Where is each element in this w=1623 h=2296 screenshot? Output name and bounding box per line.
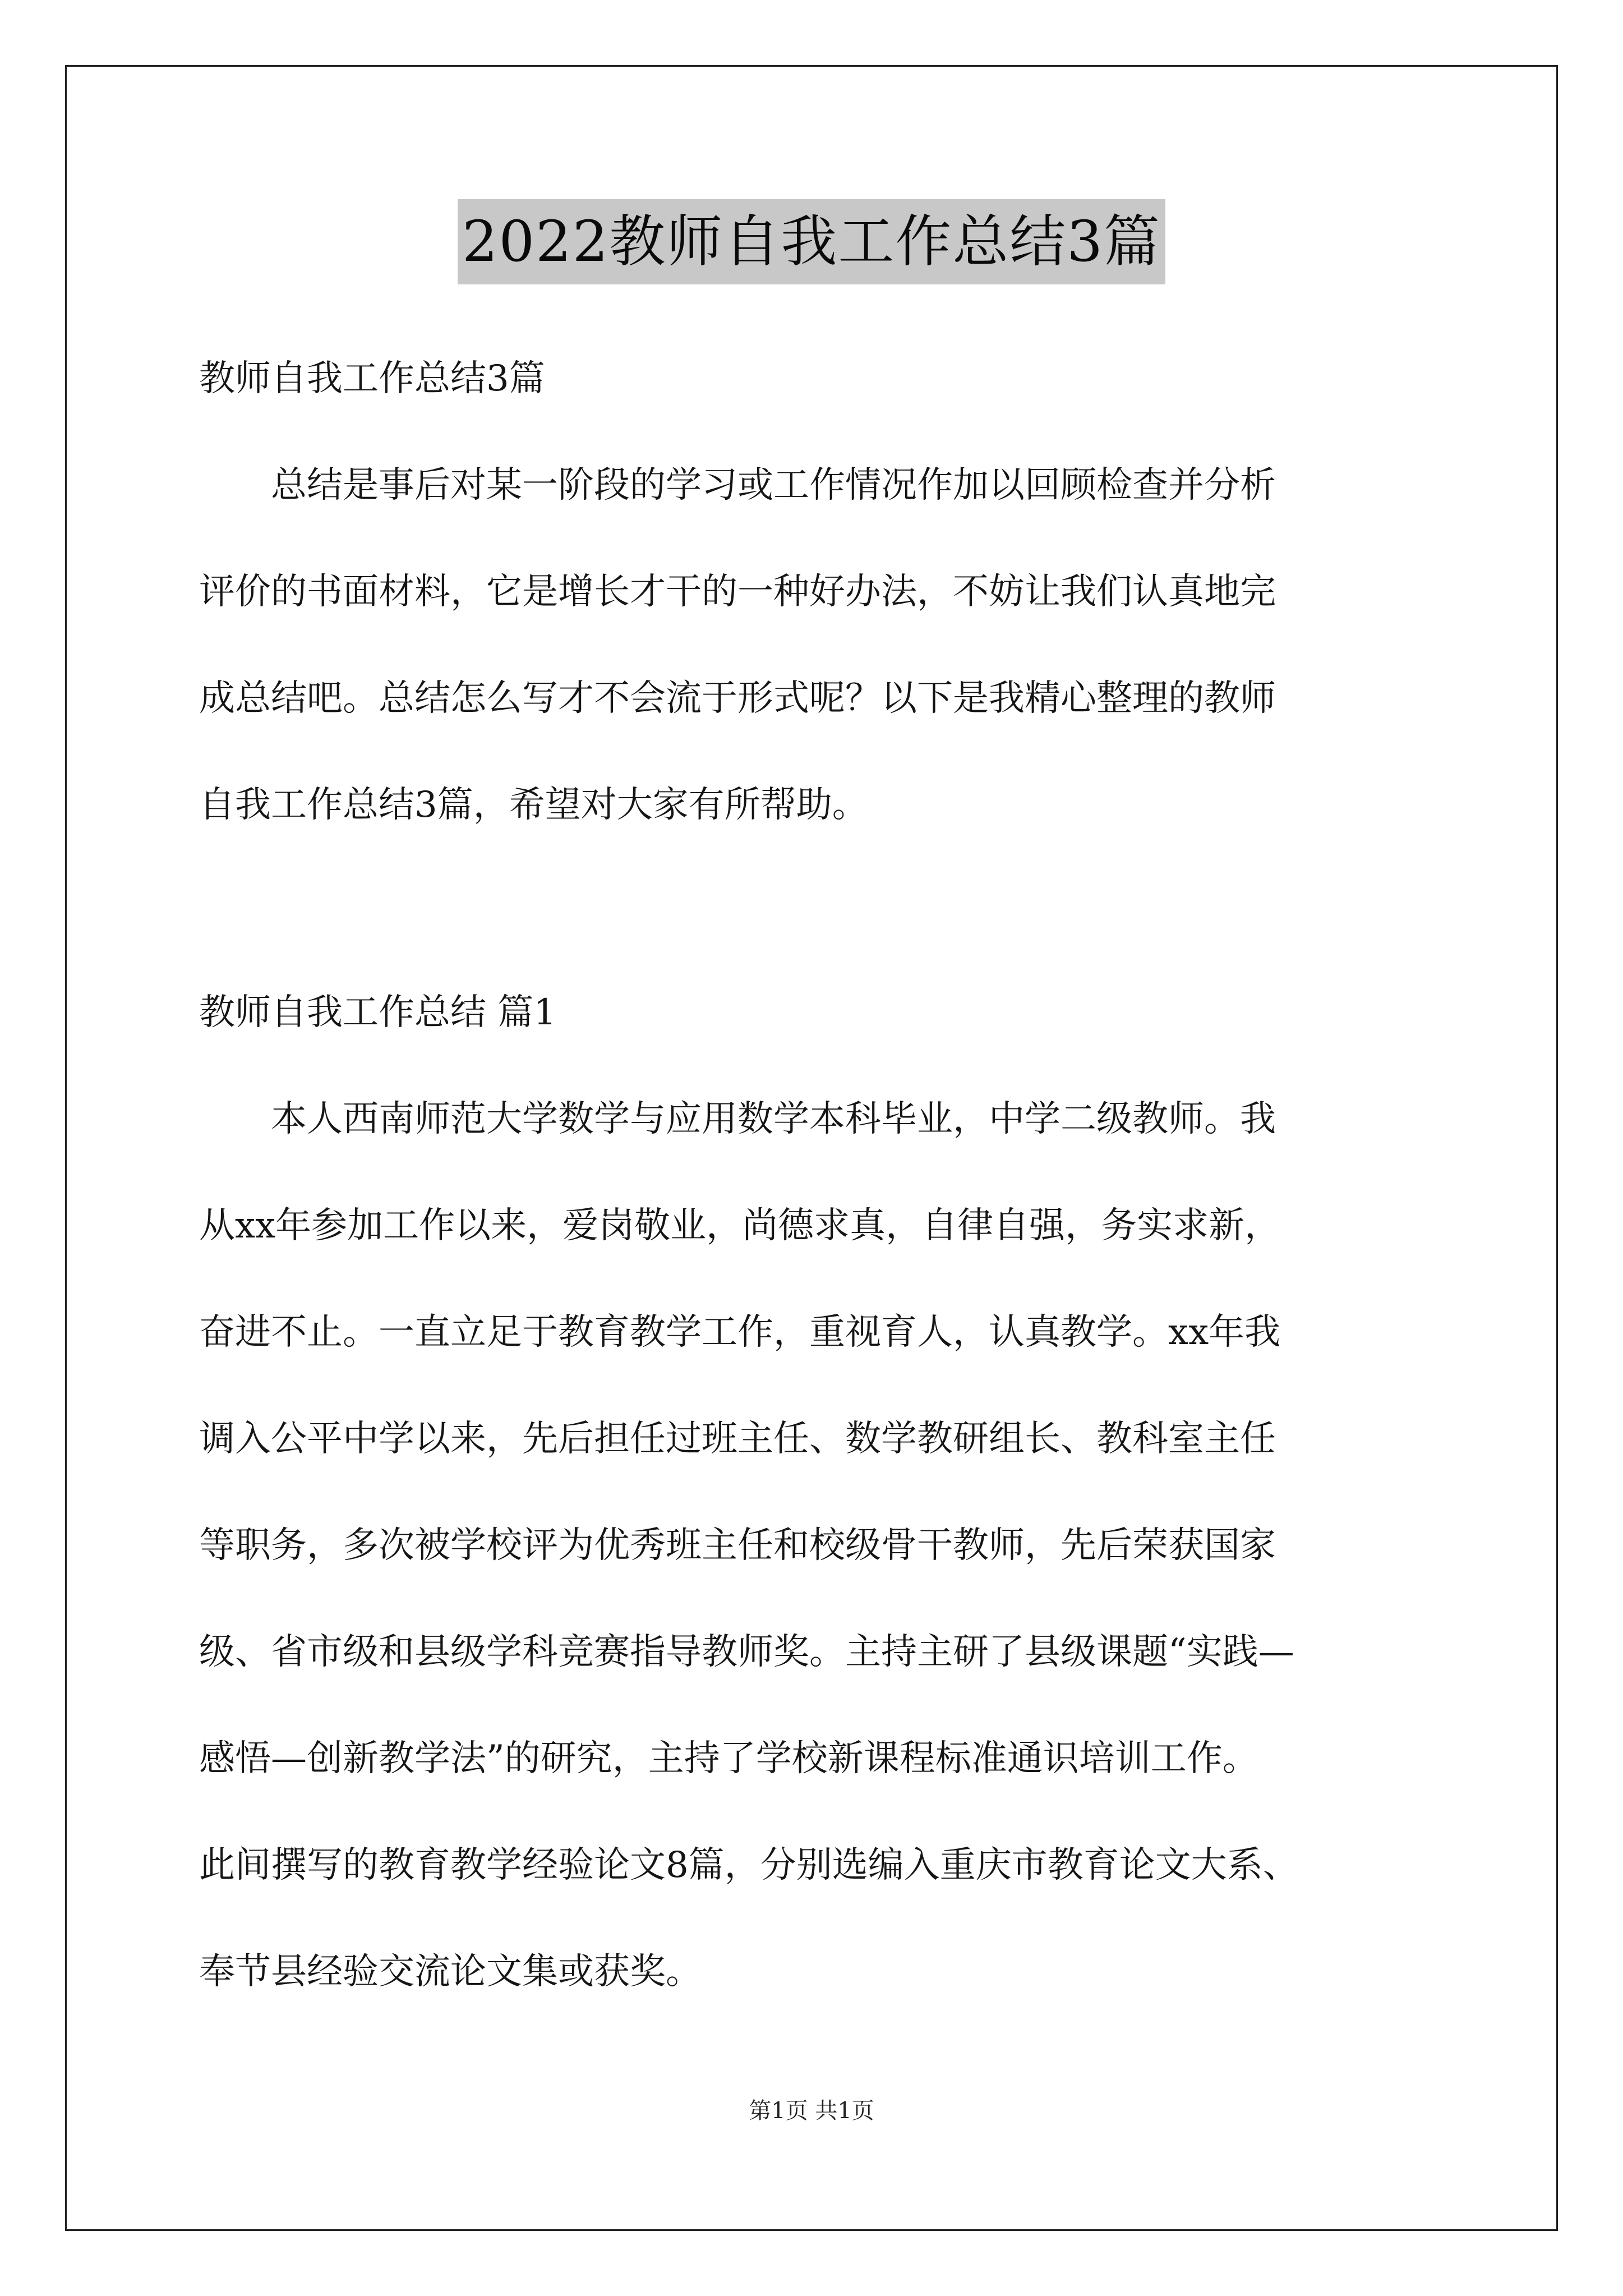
intro-line-2: 评价的书面材料，它是增长才干的一种好办法，不妨让我们认真地完 bbox=[199, 571, 1276, 613]
title-container bbox=[0, 199, 1623, 284]
page-footer: 第1页 共1页 bbox=[749, 2098, 874, 2124]
section1-line-4: 调入公平中学以来，先后担任过班主任、数学教研组长、教科室主任 bbox=[199, 1418, 1276, 1460]
intro-line-3: 成总结吧。总结怎么写才不会流于形式呢？以下是我精心整理的教师 bbox=[199, 678, 1276, 719]
section1-heading: 教师自我工作总结 篇1 bbox=[199, 992, 557, 1033]
section1-line-1: 本人西南师范大学数学与应用数学本科毕业，中学二级教师。我 bbox=[271, 1098, 1276, 1140]
section1-line-5: 等职务，多次被学校评为优秀班主任和校级骨干教师，先后荣获国家 bbox=[199, 1525, 1276, 1566]
section1-line-9: 奉节县经验交流论文集或获奖。 bbox=[199, 1951, 702, 1993]
section1-line-6: 级、省市级和县级学科竞赛指导教师奖。主持主研了县级课题“实践— bbox=[199, 1631, 1294, 1673]
section1-line-7: 感悟—创新教学法”的研究，主持了学校新课程标准通识培训工作。 bbox=[199, 1738, 1258, 1779]
section1-line-8: 此间撰写的教育教学经验论文8篇，分别选编入重庆市教育论文大系、 bbox=[199, 1844, 1299, 1886]
section1-line-2: 从xx年参加工作以来，爱岗敬业，尚德求真，自律自强，务实求新， bbox=[199, 1205, 1281, 1246]
intro-line-4: 自我工作总结3篇，希望对大家有所帮助。 bbox=[199, 784, 868, 826]
intro-line-1: 总结是事后对某一阶段的学习或工作情况作加以回顾检查并分析 bbox=[271, 464, 1276, 506]
section1-line-3: 奋进不止。一直立足于教育教学工作，重视育人，认真教学。xx年我 bbox=[199, 1312, 1281, 1353]
document-subtitle: 教师自我工作总结3篇 bbox=[199, 358, 545, 399]
document-title: 2022教师自我工作总结3篇 bbox=[458, 199, 1165, 284]
